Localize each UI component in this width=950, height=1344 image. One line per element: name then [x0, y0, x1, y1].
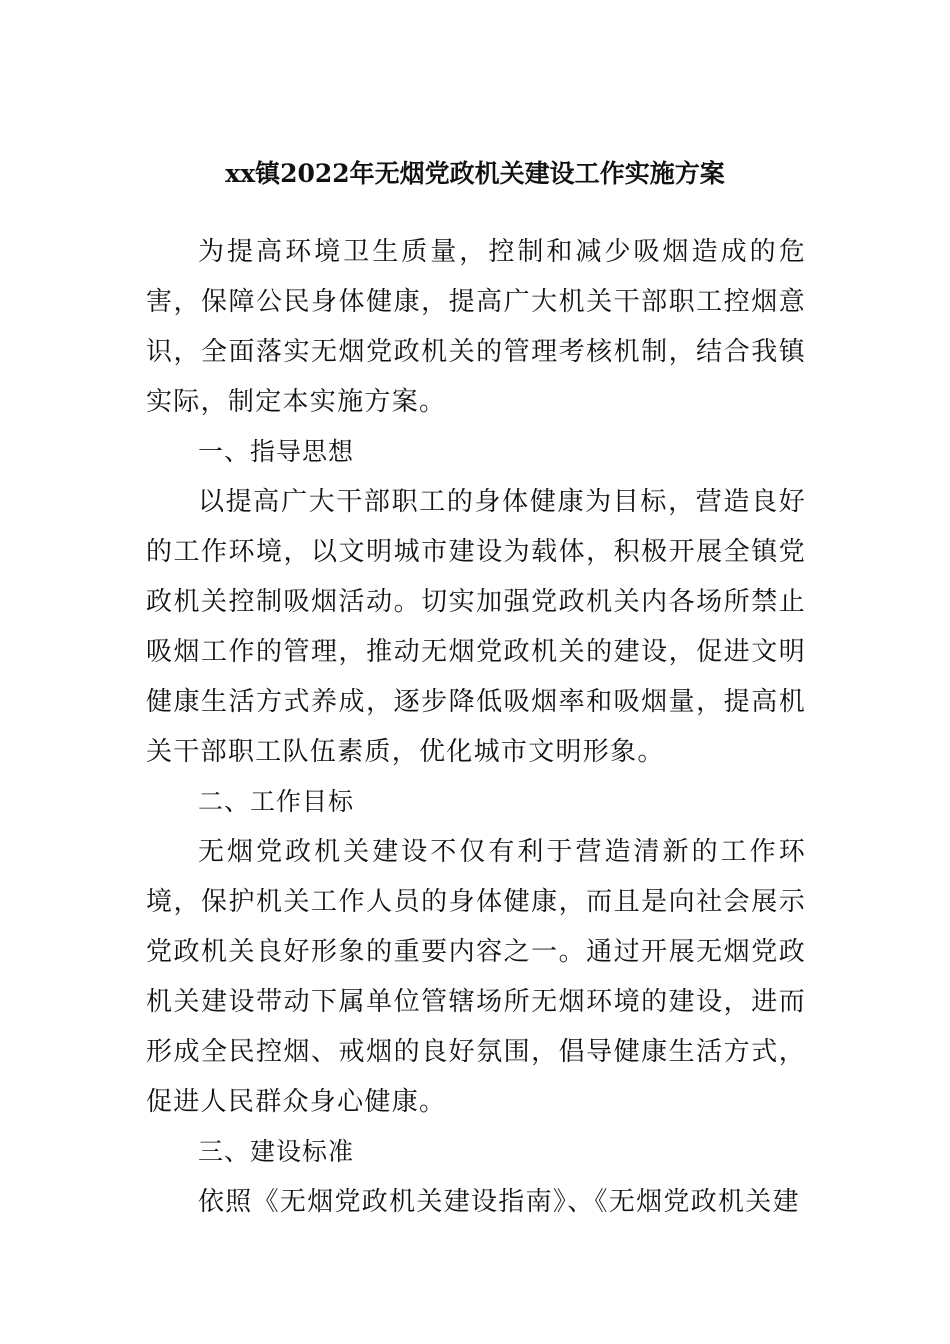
intro-paragraph: 为提高环境卫生质量，控制和减少吸烟造成的危害，保障公民身体健康，提高广大机关干部职工控烟意识，全面落实无烟党政机关的管理考核机制，结合我镇实际，制定本实施方案。: [146, 237, 806, 417]
document-body: [146, 227, 806, 1227]
section-paragraph-work-goals: 无烟党政机关建设不仅有利于营造清新的工作环境，保护机关工作人员的身体健康，而且是向社会展示党政机关良好形象的重要内容之一。通过开展无烟党政机关建设带动下属单位管辖场所无烟环境的建设，进而形成全民控烟、戒烟的良好氛围，倡导健康生活方式，促进人民群众身心健康。: [146, 837, 806, 1117]
section-heading-guiding-ideology: 一、指导思想: [198, 437, 355, 466]
section-paragraph-guiding-ideology: 以提高广大干部职工的身体健康为目标，营造良好的工作环境，以文明城市建设为载体，积极开展全镇党政机关控制吸烟活动。切实加强党政机关内各场所禁止吸烟工作的管理，推动无烟党政机关的建设，促进文明健康生活方式养成，逐步降低吸烟率和吸烟量，提高机关干部职工队伍素质，优化城市文明形象。: [146, 487, 806, 767]
document-title: xx镇2022年无烟党政机关建设工作实施方案: [225, 159, 725, 188]
section-heading-construction-standards: 三、建设标准: [198, 1137, 355, 1166]
section-paragraph-construction-standards: 依照《无烟党政机关建设指南》、《无烟党政机关建: [198, 1187, 800, 1217]
section-heading-work-goals: 二、工作目标: [198, 787, 355, 816]
